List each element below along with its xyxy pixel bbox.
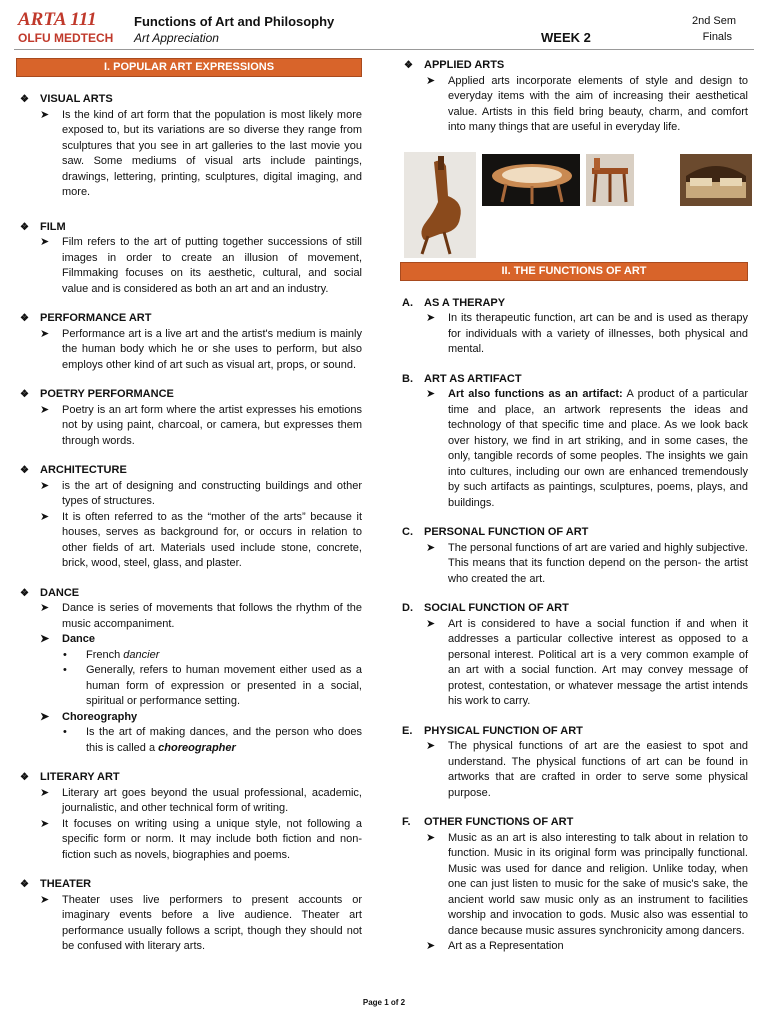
- heading-film: FILM: [40, 220, 66, 233]
- arrow-bullet-icon: ➤: [40, 108, 50, 121]
- arrow-bullet-icon: ➤: [40, 817, 50, 830]
- heading-poetry-performance: POETRY PERFORMANCE: [40, 388, 174, 400]
- section-literary-art: [18, 770, 362, 863]
- heading-artifact: ART AS ARTIFACT: [424, 372, 522, 385]
- paragraph: The physical functions of art are the easiest to spot and understand. The physical functions of art can be found in artworks that are crafted in order to serve some physical purpose.: [448, 740, 748, 799]
- diamond-bullet-icon: ❖: [404, 60, 413, 71]
- arrow-bullet-icon: ➤: [426, 617, 436, 630]
- ornate-bed-image: [680, 154, 752, 206]
- page-number: Page 1 of 2: [362, 998, 406, 1007]
- arrow-bullet-icon: ➤: [426, 940, 436, 952]
- paragraph: Generally, refers to human movement either used as a human form of expression or presented in a social, spiritual or performance setting.: [86, 664, 362, 707]
- paragraph: Poetry is an art form where the artist expresses his emotions not by using paint, charcoal, or camera, but expresses them through words.: [62, 403, 362, 447]
- school-name: OLFU MEDTECH: [18, 31, 114, 45]
- diamond-bullet-icon: ❖: [20, 389, 29, 400]
- diamond-bullet-icon: ❖: [20, 94, 29, 105]
- section-film: [18, 220, 362, 298]
- paragraph: Is the art of making dances, and the person who does this is called a: [86, 726, 362, 754]
- list-letter: E.: [402, 724, 413, 737]
- list-letter: B.: [402, 372, 413, 385]
- paragraph: Performance art is a live art and the artist's medium is mainly the human body which he or she uses to perform, but also employs other kind of art such as visual art, props, or sound.: [62, 327, 362, 371]
- heading-social: SOCIAL FUNCTION OF ART: [424, 602, 569, 614]
- paragraph: The personal functions of art are varied and highly subjective. This means that its function depend on the person- the artist who created the art.: [448, 541, 748, 585]
- document-title: Functions of Art and Philosophy: [134, 14, 335, 29]
- arrow-bullet-icon: ➤: [40, 602, 50, 614]
- french-word: dancier: [123, 648, 160, 661]
- section-applied-arts: [402, 58, 748, 136]
- arrow-bullet-icon: ➤: [426, 541, 436, 554]
- section-poetry-performance: [18, 387, 362, 449]
- section-banner-functions: II. THE FUNCTIONS OF ART: [400, 262, 748, 281]
- section-theater: [18, 877, 362, 955]
- heading-applied-arts: APPLIED ARTS: [424, 59, 505, 71]
- section-other: [402, 815, 748, 955]
- arrow-bullet-icon: ➤: [426, 740, 436, 752]
- arrow-bullet-icon: ➤: [40, 633, 50, 645]
- list-letter: D.: [402, 602, 413, 614]
- diamond-bullet-icon: ❖: [20, 313, 29, 324]
- arrow-bullet-icon: ➤: [426, 74, 436, 87]
- section-dance: [18, 586, 362, 757]
- semester-label: 2nd Sem: [691, 15, 736, 27]
- subheading-choreography: Choreography: [62, 710, 138, 723]
- arrow-bullet-icon: ➤: [40, 236, 50, 248]
- section-performance-art: [18, 311, 362, 373]
- diamond-bullet-icon: ❖: [20, 221, 29, 233]
- diamond-bullet-icon: ❖: [20, 772, 29, 783]
- paragraph: Is the kind of art form that the population is most likely more exposed to, but its variations are so diverse they range from sculptures that you see in art galleries to the last movie you saw. Some mediums of visual arts include paintings, drawings, lettering, printing, sculptures, digital imaging, and more.: [62, 108, 362, 198]
- artifact-lead: Art also functions as an artifact:: [448, 388, 623, 400]
- paragraph: Applied arts incorporate elements of style and design to everyday items with the aim of increasing their aesthetical value. Artists in this field bring beauty, charm, and comfort into many things that are useful in everyday life.: [448, 74, 748, 133]
- arrow-bullet-icon: ➤: [40, 786, 50, 799]
- paragraph: In its therapeutic function, art can be and is used as therapy for individuals with a variety of illnesses, both physical and mental.: [448, 312, 748, 355]
- paragraph: Art as a Representation: [448, 940, 564, 952]
- arrow-bullet-icon: ➤: [40, 510, 50, 523]
- diamond-bullet-icon: ❖: [20, 587, 29, 599]
- subheading-dance: Dance: [62, 633, 96, 645]
- heading-architecture: ARCHITECTURE: [40, 464, 127, 476]
- paragraph: It is often referred to as the “mother of the arts” because it houses, serves as background for, or occurs in relation to other fields of art. Materials used include stone, concrete, brick, wood, steel, glass, and plaster.: [62, 510, 362, 569]
- paragraph: Film refers to the art of putting together successions of still images in order to create an illusion of movement, Filmmaking focuses on its aesthetic, cultural, and social value and is considered as both an art and an industry.: [62, 236, 362, 295]
- section-banner-popular: I. POPULAR ART EXPRESSIONS: [16, 58, 362, 77]
- dot-bullet-icon: •: [63, 648, 67, 661]
- heading-performance-art: PERFORMANCE ART: [40, 312, 152, 324]
- right-column: [402, 58, 748, 955]
- arrow-bullet-icon: ➤: [426, 312, 436, 324]
- arrow-bullet-icon: ➤: [40, 710, 50, 723]
- section-therapy: [402, 296, 748, 358]
- diamond-bullet-icon: ❖: [20, 465, 29, 476]
- heading-personal: PERSONAL FUNCTION OF ART: [424, 526, 589, 538]
- arrow-bullet-icon: ➤: [40, 479, 50, 492]
- course-code: ARTA 111: [18, 9, 97, 30]
- diamond-bullet-icon: ❖: [20, 879, 29, 890]
- section-physical: [402, 724, 748, 802]
- heading-visual-arts: VISUAL ARTS: [40, 93, 113, 105]
- paragraph: It focuses on writing using a unique style, not following a specific form or norm. It may include both fiction and non-fiction such as novels, biographies and poems.: [62, 817, 362, 861]
- wooden-table-image: [482, 154, 580, 206]
- arrow-bullet-icon: ➤: [426, 388, 436, 400]
- paragraph: Theater uses live performers to present accounts or imaginary events before a live audience. Theater art performance usually follows a script, though they should not be confused with literary arts.: [62, 893, 362, 952]
- term-label: Finals: [702, 31, 732, 43]
- paragraph: is the art of designing and constructing buildings and other types of structures.: [62, 479, 362, 507]
- french-label: French: [86, 648, 124, 661]
- header-divider: [14, 49, 754, 50]
- section-visual-arts: [18, 92, 362, 201]
- list-letter: A.: [402, 296, 413, 309]
- heading-therapy: AS A THERAPY: [424, 296, 506, 309]
- heading-physical: PHYSICAL FUNCTION OF ART: [424, 724, 583, 737]
- list-letter: F.: [402, 816, 411, 828]
- chair-table-image: [586, 154, 634, 206]
- paragraph: Literary art goes beyond the usual professional, academic, journalistic, and other technical form of writing.: [62, 786, 362, 814]
- section-artifact: [402, 372, 748, 512]
- arrow-bullet-icon: ➤: [426, 831, 436, 844]
- guitar-chair-image: [404, 152, 476, 258]
- week-label: WEEK 2: [541, 30, 591, 45]
- heading-other: OTHER FUNCTIONS OF ART: [424, 816, 574, 828]
- document-subtitle: Art Appreciation: [134, 31, 219, 45]
- choreographer-word: choreographer: [158, 741, 236, 754]
- left-column: [18, 58, 362, 955]
- dot-bullet-icon: •: [63, 664, 67, 676]
- dot-bullet-icon: •: [63, 726, 67, 738]
- paragraph: Art is considered to have a social function if and when it addresses a particular collective interest as opposed to a personal interest. Political art is a very common example of an art with a social function. Art may convey message of protest, contestation, or whatever message the artist intends his work to carry.: [448, 617, 748, 707]
- arrow-bullet-icon: ➤: [40, 327, 50, 340]
- section-personal: [402, 525, 748, 587]
- applied-arts-images: [402, 152, 748, 258]
- heading-dance: DANCE: [40, 586, 80, 599]
- arrow-bullet-icon: ➤: [40, 893, 50, 906]
- section-social: [402, 601, 748, 710]
- paragraph: A product of a particular time and place, an artwork represents the ideas and technology of that specific time and place. As we look back over history, we find in art striking, and in some cases, the only, tangible records of some peoples. The insights we gain into cultures, including our own are enhanced tremendously by such artifacts as paintings, sculptures, poems, plays, and buildings.: [448, 388, 748, 509]
- heading-literary-art: LITERARY ART: [40, 771, 120, 783]
- list-letter: C.: [402, 526, 413, 538]
- section-architecture: [18, 463, 362, 572]
- heading-theater: THEATER: [40, 878, 92, 890]
- arrow-bullet-icon: ➤: [40, 403, 50, 416]
- paragraph: Dance is series of movements that follows the rhythm of the music accompaniment.: [62, 602, 362, 630]
- paragraph: Music as an art is also interesting to talk about in relation to function. Music in its original form was principally functional. Music was used for dance and religion. Unlike today, when one can just listen to music for the sake of music's sake, the ancient world saw music only as an instrument to facilities worship and invocation to gods. Music also was essential to dance because music assures synchronicity among dancers.: [448, 831, 748, 937]
